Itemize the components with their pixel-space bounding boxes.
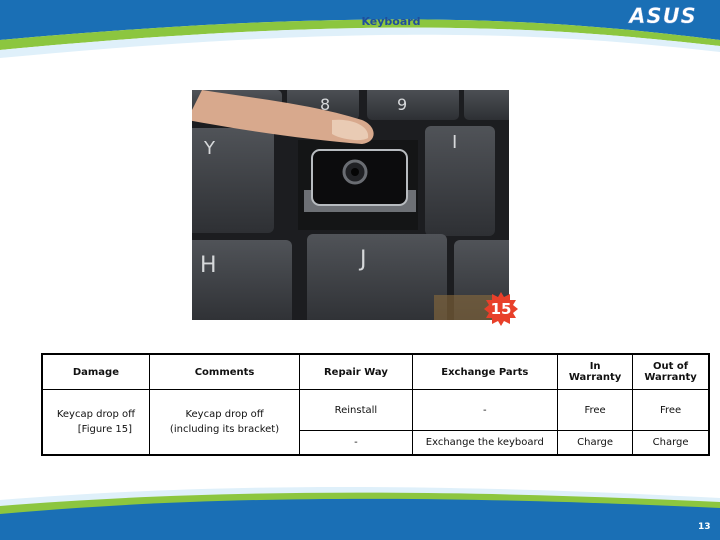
header-comments: Comments	[149, 354, 299, 390]
comments-cell	[149, 390, 299, 456]
keyboard-photo	[192, 90, 509, 320]
figure-badge-label: 15	[490, 300, 512, 318]
header-out-of-warranty: Out of Warranty	[633, 354, 709, 390]
svg-text:ASUS: ASUS	[629, 4, 697, 28]
page-number: 13	[698, 522, 711, 532]
out-of-warranty-cell: Free	[633, 390, 709, 431]
keycap-legend-j: J	[360, 247, 367, 272]
out-of-warranty-cell: Charge	[633, 431, 709, 456]
top-swoosh	[0, 0, 720, 70]
repair-way-cell: Reinstall	[300, 390, 412, 431]
keycap-legend-h: H	[200, 253, 217, 278]
keycap-legend-9: 9	[397, 95, 408, 114]
damage-cell	[42, 390, 149, 456]
in-warranty-cell: Free	[558, 390, 633, 431]
repair-table	[41, 353, 710, 456]
asus-logo	[617, 4, 709, 28]
header-repair-way: Repair Way	[300, 354, 412, 390]
in-warranty-cell: Charge	[558, 431, 633, 456]
damage-figure-ref: [Figure 15]	[77, 424, 133, 435]
repair-way-cell: -	[300, 431, 412, 456]
header-damage: Damage	[42, 354, 149, 390]
header-exchange-parts: Exchange Parts	[412, 354, 557, 390]
comments-line1: Keycap drop off	[185, 409, 264, 420]
header-in-warranty: In Warranty	[558, 354, 633, 390]
table-row	[42, 390, 709, 431]
keycap-legend-8: 8	[320, 95, 331, 114]
slide-title: Keyboard	[361, 15, 421, 28]
exchange-parts-cell: -	[412, 390, 557, 431]
keycap-legend-i: I	[452, 132, 458, 153]
exchange-parts-cell: Exchange the keyboard	[412, 431, 557, 456]
keycap-legend-y: Y	[204, 138, 215, 159]
table-header-row	[42, 354, 709, 390]
comments-line2: (including its bracket)	[169, 424, 280, 435]
bottom-swoosh	[0, 480, 720, 540]
damage-text: Keycap drop off	[56, 409, 135, 420]
